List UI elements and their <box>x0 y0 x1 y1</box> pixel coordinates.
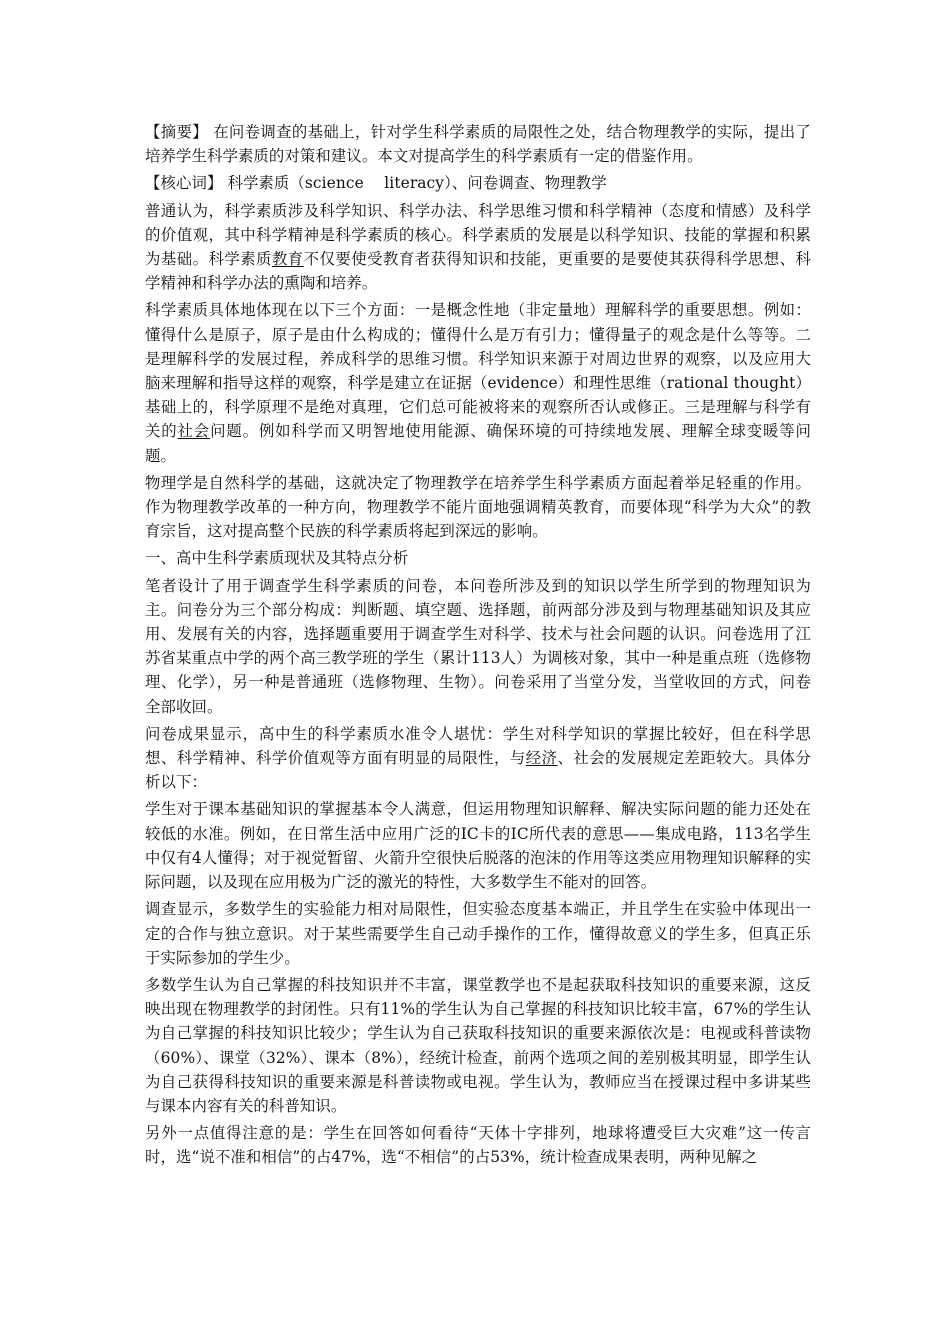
paragraph-3: 物理学是自然科学的基础，这就决定了物理教学在培养学生科学素质方面起着举足轻重的作用。作为物理教学改革的一种方向，物理教学不能片面地强调精英教育，而要体现“科学为大众”的教育宗旨，这对提高整个民族的科学素质将起到深远的影响。 <box>145 473 811 541</box>
link-economy[interactable]: 经济 <box>525 749 558 768</box>
paragraph-7: 调查显示，多数学生的实验能力相对局限性，但实验态度基本端正，并且学生在实验中体现出一定的合作与独立意识。对于某些需要学生自己动手操作的工作，懂得故意义的学生多，但真正乐于实际参加的学生少。 <box>145 900 811 967</box>
paragraph-9: 另外一点值得注意的是：学生在回答如何看待“天体十字排列，地球将遭受巨大灾难”这一传言时，选“说不准和相信”的占47%，选“不相信”的占53%，统计检查成果表明，两种见解之 <box>145 1124 811 1167</box>
paragraph-1-text-b: 不仅要使受教育者获得知识和技能，更重要的是要使其获得科学思想、科学精神和科学办法的熏陶和培养。 <box>145 250 811 293</box>
paragraph-5-text-a: 问卷成果显示，高中生的科学素质水准令人堪忧：学生对科学知识的掌握比较好，但在科学思想、科学精神、科学价值观等方面有明显的局限性，与 <box>145 724 811 768</box>
paragraph-2-text-a: 科学素质具体地体现在以下三个方面：一是概念性地（非定量地）理解科学的重要思想。例如：懂得什么是原子，原子是由什么构成的；懂得什么是万有引力；懂得量子的观念是什么等等。二是理解科学的发展过程，养成科学的思维习惯。科学知识来源于对周边世界的观察，以及应用大脑来理解和指导这样的观察，科学是建立在证据（evidence）和理性思维（rational thought）基础上的，科学原理不是绝对真理，它们总可能被将来的观察所否认或修正。三是理解与科学有关的 <box>145 301 811 441</box>
paragraph-1 <box>145 199 811 296</box>
paragraph-8: 多数学生认为自己掌握的科技知识并不丰富，课堂教学也不是起获取科技知识的重要来源，这反映出现在物理教学的封闭性。只有11%的学生认为自己掌握的科技知识比较丰富，67%的学生认为自己掌握的科技知识比较少；学生认为自己获取科技知识的重要来源依次是：电视或科普读物（60%）、课堂（32%）、课本（8%），经统计检查，前两个选项之间的差别极其明显，即学生认为自己获得科技知识的重要来源是科普读物或电视。学生认为，教师应当在授课过程中多讲某些与课本内容有关的科普知识。 <box>145 975 811 1115</box>
keywords-text: 科学素质（science literacy）、问卷调查、物理教学 <box>222 174 607 193</box>
paragraph-5-text-b: 、社会的发展规定差距较大。具体分析以下： <box>145 749 811 792</box>
document-body <box>145 120 811 1173</box>
paragraph-2-text-b: 问题。例如科学而又明智地使用能源、确保环境的可持续地发展、理解全球变暖等问题。 <box>145 422 812 465</box>
keywords-label: 【核心词】 <box>145 174 223 193</box>
paragraph-1-text-a: 普通认为，科学素质涉及科学知识、科学办法、科学思维习惯和科学精神（态度和情感）及科学的价值观，其中科学精神是科学素质的核心。科学素质的发展是以科学知识、技能的掌握和积累为基础。科学素质 <box>145 201 811 269</box>
paragraph-5 <box>145 722 811 795</box>
link-education[interactable]: 教育 <box>271 250 304 269</box>
abstract-paragraph <box>145 120 811 168</box>
link-society[interactable]: 社会 <box>177 422 211 441</box>
paragraph-6: 学生对于课本基础知识的掌握基本令人满意，但运用物理知识解释、解决实际问题的能力还处在较低的水准。例如，在日常生活中应用广泛的IC卡的IC所代表的意思——集成电路，113名学生中仅有4人懂得；对于视觉暂留、火箭升空很快后脱落的泡沫的作用等这类应用物理知识解释的实际问题，以及现在应用极为广泛的激光的特性，大多数学生不能对的回答。 <box>145 800 811 892</box>
keywords-paragraph <box>145 171 811 195</box>
abstract-text: 在问卷调查的基础上，针对学生科学素质的局限性之处，结合物理教学的实际，提出了培养学生科学素质的对策和建议。本文对提高学生的科学素质有一定的借鉴作用。 <box>145 123 811 166</box>
paragraph-4: 笔者设计了用于调查学生科学素质的问卷，本问卷所涉及到的知识以学生所学到的物理知识为主。问卷分为三个部分构成：判断题、填空题、选择题，前两部分涉及到与物理基础知识及其应用、发展有关的内容，选择题重要用于调查学生对科学、技术与社会问题的认识。问卷选用了江苏省某重点中学的两个高三教学班的学生（累计113人）为调核对象，其中一种是重点班（选修物理、化学），另一种是普通班（选修物理、生物）。问卷采用了当堂分发，当堂收回的方式，问卷全部收回。 <box>145 576 811 716</box>
abstract-label: 【摘要】 <box>145 123 208 141</box>
section-heading-1: 一、高中生科学素质现状及其特点分析 <box>145 549 409 568</box>
paragraph-2 <box>145 298 811 467</box>
